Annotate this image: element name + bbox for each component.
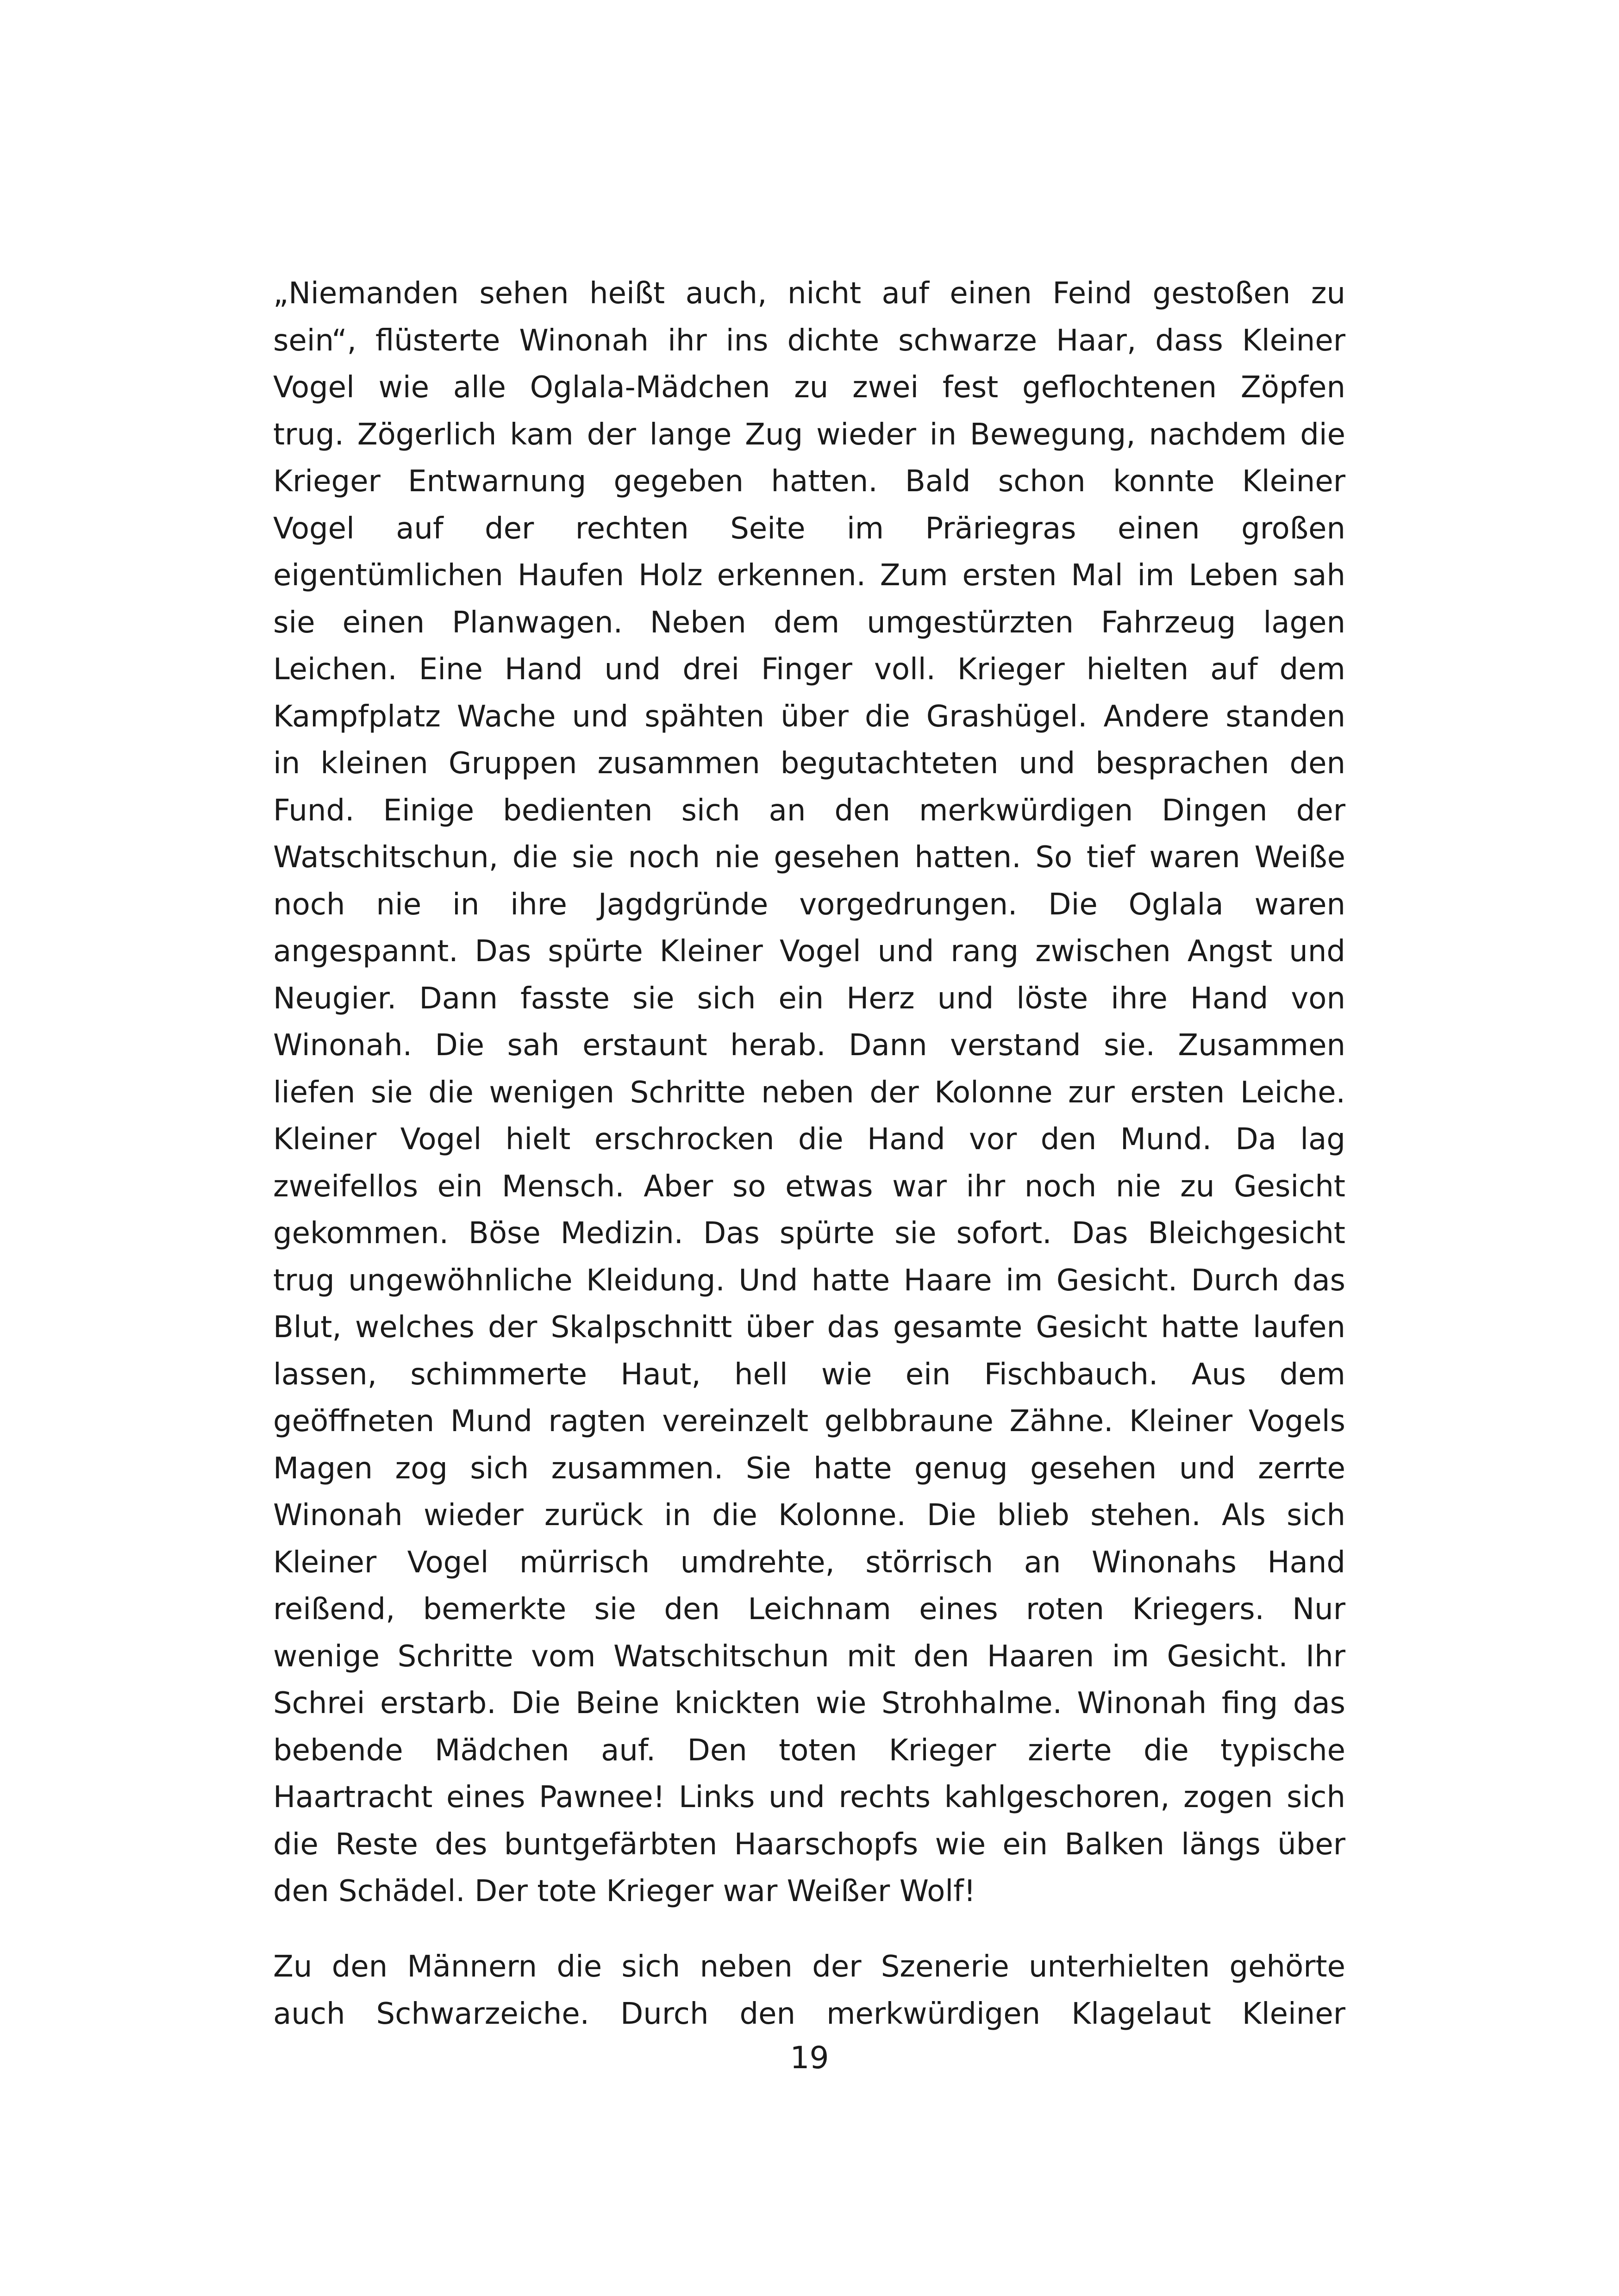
text-line: geöffneten Mund ragten vereinzelt gelbbraune Zähne. Kleiner Vogels: [273, 1404, 1345, 1439]
text-line: noch nie in ihre Jagdgründe vorgedrungen. Die Oglala waren: [273, 887, 1345, 922]
text-line: wenige Schritte vom Watschitschun mit den Haaren im Gesicht. Ihr: [273, 1639, 1345, 1674]
text-line: Neugier. Dann fasste sie sich ein Herz und löste ihre Hand von: [273, 981, 1345, 1016]
text-line: Kampfplatz Wache und spähten über die Grashügel. Andere standen: [273, 699, 1345, 734]
text-line: Kleiner Vogel hielt erschrocken die Hand vor den Mund. Da lag: [273, 1122, 1345, 1157]
text-line: Winonah wieder zurück in die Kolonne. Die blieb stehen. Als sich: [273, 1498, 1345, 1533]
text-line: zweifellos ein Mensch. Aber so etwas war ihr noch nie zu Gesicht: [273, 1169, 1345, 1204]
text-line: Fund. Einige bedienten sich an den merkwürdigen Dingen der: [273, 793, 1345, 828]
text-line: Haartracht eines Pawnee! Links und rechts kahlgeschoren, zogen sich: [273, 1780, 1345, 1814]
text-line: reißend, bemerkte sie den Leichnam eines roten Kriegers. Nur: [273, 1592, 1345, 1627]
text-line: sein“, flüsterte Winonah ihr ins dichte schwarze Haar, dass Kleiner: [273, 323, 1345, 358]
text-line: Blut, welches der Skalpschnitt über das gesamte Gesicht hatte laufen: [273, 1310, 1345, 1345]
text-line: den Schädel. Der tote Krieger war Weißer Wolf!: [273, 1874, 976, 1908]
text-line: eigentümlichen Haufen Holz erkennen. Zum ersten Mal im Leben sah: [273, 558, 1345, 593]
page-number: 19: [790, 2040, 829, 2076]
text-line: trug ungewöhnliche Kleidung. Und hatte Haare im Gesicht. Durch das: [273, 1263, 1345, 1298]
text-line: Kleiner Vogel mürrisch umdrehte, störrisch an Winonahs Hand: [273, 1545, 1345, 1580]
paragraph-1: [273, 270, 1345, 1915]
text-line: Watschitschun, die sie noch nie gesehen hatten. So tief waren Weiße: [273, 840, 1345, 875]
text-line: Schrei erstarb. Die Beine knickten wie Strohhalme. Winonah fing das: [273, 1686, 1345, 1720]
text-line: Krieger Entwarnung gegeben hatten. Bald schon konnte Kleiner: [273, 464, 1345, 499]
text-line: in kleinen Gruppen zusammen begutachteten und besprachen den: [273, 746, 1345, 781]
text-line: die Reste des buntgefärbten Haarschopfs wie ein Balken längs über: [273, 1827, 1345, 1862]
text-line: gekommen. Böse Medizin. Das spürte sie sofort. Das Bleichgesicht: [273, 1216, 1345, 1251]
text-line: angespannt. Das spürte Kleiner Vogel und rang zwischen Angst und: [273, 934, 1345, 969]
text-line: Zu den Männern die sich neben der Szenerie unterhielten gehörte: [273, 1950, 1345, 1984]
text-line: Magen zog sich zusammen. Sie hatte genug gesehen und zerrte: [273, 1451, 1345, 1486]
text-line: trug. Zögerlich kam der lange Zug wieder in Bewegung, nachdem die: [273, 417, 1345, 452]
text-line: auch Schwarzeiche. Durch den merkwürdigen Klagelaut Kleiner: [273, 1996, 1345, 2031]
paragraph-2: [273, 1944, 1345, 2038]
text-line: lassen, schimmerte Haut, hell wie ein Fischbauch. Aus dem: [273, 1357, 1345, 1392]
text-line: Vogel auf der rechten Seite im Präriegras einen großen: [273, 511, 1345, 546]
text-line: sie einen Planwagen. Neben dem umgestürzten Fahrzeug lagen: [273, 605, 1345, 640]
text-line: bebende Mädchen auf. Den toten Krieger zierte die typische: [273, 1733, 1345, 1768]
text-line: Winonah. Die sah erstaunt herab. Dann verstand sie. Zusammen: [273, 1028, 1345, 1063]
text-line: liefen sie die wenigen Schritte neben der Kolonne zur ersten Leiche.: [273, 1075, 1345, 1110]
text-line: „Niemanden sehen heißt auch, nicht auf einen Feind gestoßen zu: [273, 276, 1345, 311]
text-line: Leichen. Eine Hand und drei Finger voll. Krieger hielten auf dem: [273, 652, 1345, 687]
text-line: Vogel wie alle Oglala-Mädchen zu zwei fest geflochtenen Zöpfen: [273, 370, 1345, 405]
